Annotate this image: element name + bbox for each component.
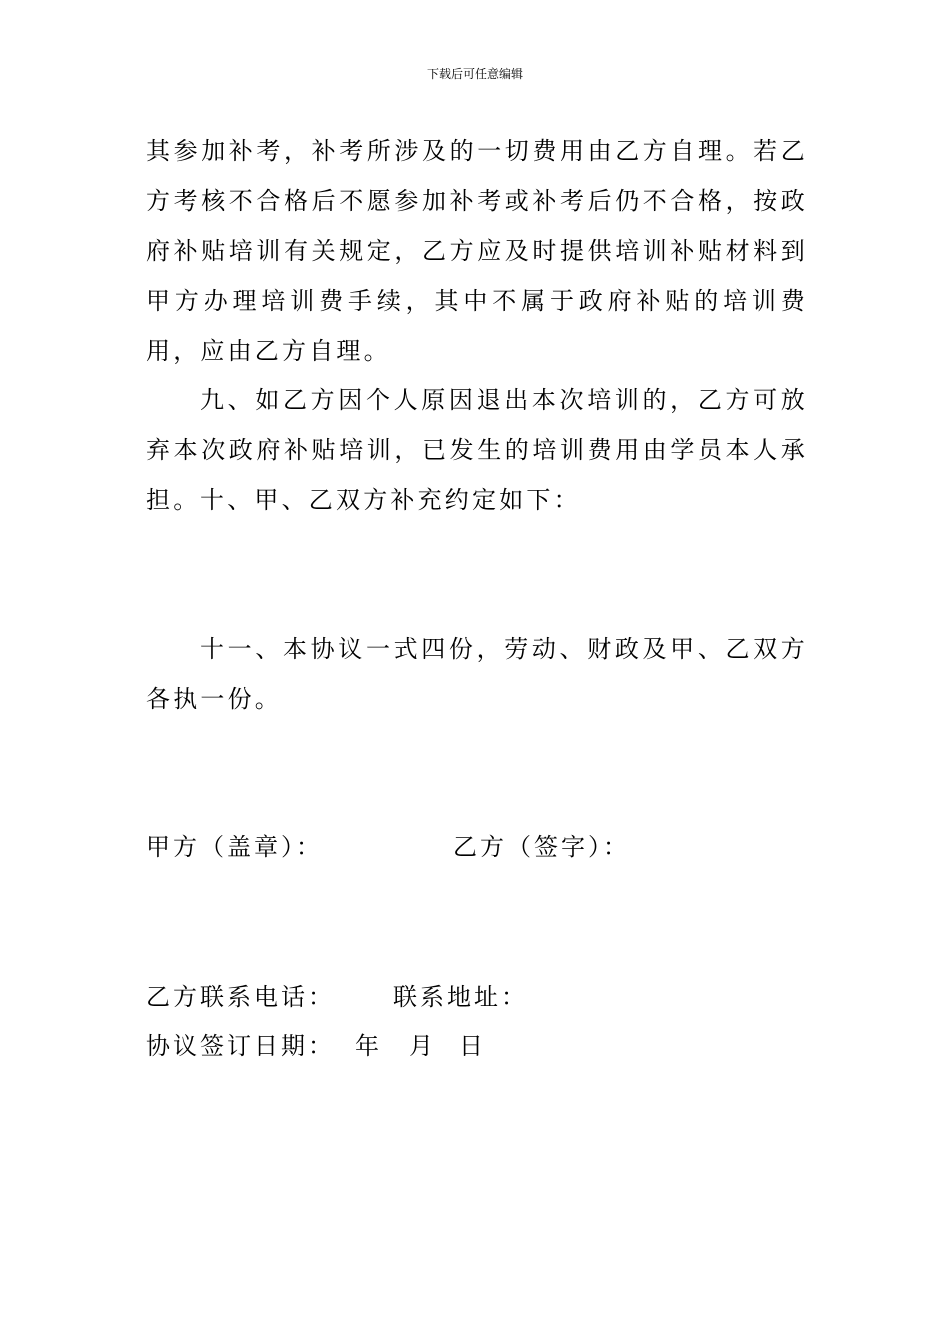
paragraph-clause-11: 十一、本协议一式四份，劳动、财政及甲、乙双方各执一份。 (146, 635, 808, 713)
signing-date-day: 日 (459, 1032, 486, 1060)
paragraph-continuation: 其参加补考，补考所涉及的一切费用由乙方自理。若乙方考核不合格后不愿参加补考或补考后仍不合格，按政府补贴培训有关规定，乙方应及时提供培训补贴材料到甲方办理培训费手续，其中不属于政府补贴的培训费用，应由乙方自理。 (146, 137, 808, 365)
paragraph-clause-10: 十、甲、乙双方补充约定如下： (200, 486, 581, 514)
page-header-note: 下载后可任意编辑 (426, 67, 523, 81)
contact-address-label: 联系地址： (393, 983, 528, 1011)
paragraph-clause-9: 九、如乙方因个人原因退出本次培训的，乙方可放弃本次政府补贴培训，已发生的培训费用由学员本人承担。 (146, 386, 808, 514)
party-a-seal-label: 甲方（盖章）： (146, 833, 323, 861)
party-b-sign-label: 乙方（签字）： (453, 833, 630, 861)
signing-date-label: 协议签订日期： (146, 1032, 335, 1060)
party-b-phone-label: 乙方联系电话： (146, 983, 335, 1011)
signing-date-month: 月 (409, 1032, 436, 1060)
signing-date-year: 年 (355, 1032, 382, 1060)
